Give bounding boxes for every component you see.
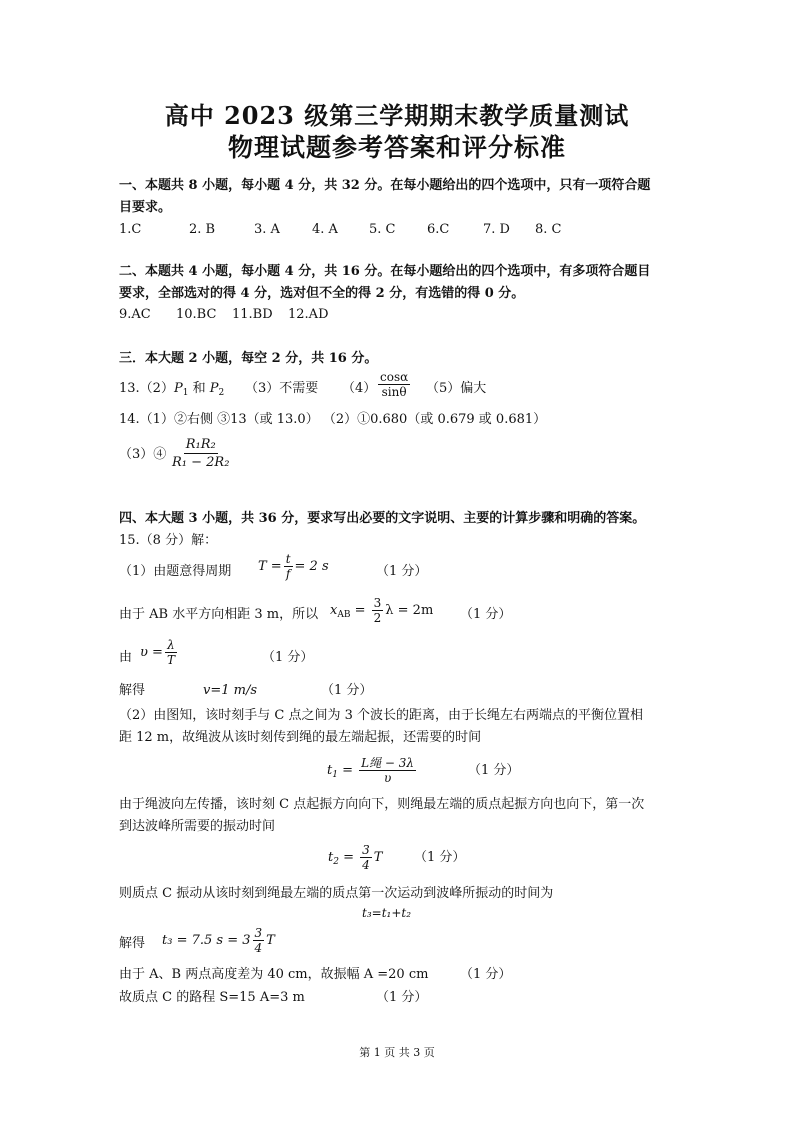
- q14-line2-prefix: （3）④: [119, 447, 167, 462]
- q13-part4-label: （4）: [342, 381, 377, 396]
- q15-l3-text: 由: [119, 650, 133, 665]
- page-number: 第 1 页 共 3 页: [359, 1046, 435, 1059]
- q15-l13-frac-num: 3: [254, 926, 263, 940]
- q15-l10-eq-rhs: T: [373, 850, 383, 865]
- q15-l6: 距 12 m，故绳波从该时刻传到绳的最左端起振，还需要的时间: [119, 730, 482, 745]
- q13-part5: （5）偏大: [426, 381, 487, 396]
- q13-p-symbol-1: P: [173, 381, 183, 396]
- q15-l1-equation: [258, 552, 329, 581]
- q15-l4-equation: v=1 m/s: [203, 683, 258, 698]
- q15-l3-frac-num: λ: [167, 638, 175, 652]
- s1-answer-4: 4. A: [312, 222, 338, 237]
- q15-l7-equation: $t_1$ = $\frac{\text{L绳 − 3λ}}{\upsilon}$: [327, 756, 415, 785]
- q15-l2-equation: $x_{AB}$ = $\frac{3}{2}$ λ = 2m: [330, 596, 434, 625]
- section4-heading: 四、本大题 3 小题，共 36 分，要求写出必要的文字说明、主要的计算步骤和明确的答案。: [119, 511, 646, 526]
- s2-answer-12: 12.AD: [288, 307, 329, 322]
- q15-l1-frac-den: f: [285, 567, 291, 581]
- s2-answer-11: 11.BD: [232, 307, 273, 322]
- q15-l2-eq-rhs: λ = 2m: [385, 603, 434, 618]
- q15-l10-eq-lhs: t: [328, 850, 334, 865]
- q15-l7-eq-lhs: t: [327, 763, 333, 778]
- s1-answer-7: 7. D: [483, 222, 510, 237]
- q15-l13-eq-rhs: T: [266, 933, 275, 948]
- q15-l14-score: （1 分）: [460, 967, 512, 982]
- q15-l15: 故质点 C 的路程 S=15 A=3 m: [119, 990, 305, 1005]
- q15-l7-frac-num: L绳 − 3λ: [361, 756, 415, 770]
- q15-l3-equation: [140, 638, 179, 667]
- section1-heading-line1: 一、本题共 8 小题，每小题 4 分，共 32 分。在每小题给出的四个选项中，只有一项符合题: [119, 178, 651, 193]
- q14-line1: 14.（1）②右侧 ③13（或 13.0） （2）①0.680（或 0.679 或 0.681）: [119, 412, 547, 427]
- s1-answer-3: 3. A: [254, 222, 280, 237]
- s2-answer-10: 10.BC: [176, 307, 217, 322]
- q13-frac-num: cosα: [380, 370, 409, 384]
- q13-p-sub-2: 2: [218, 388, 225, 398]
- q15-l1-frac-num: t: [285, 552, 291, 566]
- q15-l3-eq-lhs: υ =: [140, 645, 163, 660]
- q15-l13-frac-den: 4: [254, 941, 263, 955]
- q15-l10-equation: $t_2$ = $\frac{3}{4}$ T: [328, 843, 383, 872]
- q15-l9: 到达波峰所需要的振动时间: [119, 819, 276, 834]
- q15-l7-frac-den: υ: [383, 771, 392, 785]
- q15-l15-score: （1 分）: [376, 990, 428, 1005]
- document-subtitle: 物理试题参考答案和评分标准: [227, 133, 566, 162]
- s1-answer-8: 8. C: [535, 222, 562, 237]
- q15-l3-score: （1 分）: [262, 650, 314, 665]
- q15-l10-frac-num: 3: [362, 843, 370, 857]
- q15-l10-eq-sub: 2: [333, 857, 339, 867]
- q15-l13-eq: t₃ = 7.5 s = 3: [162, 933, 251, 948]
- q15-l10-frac-den: 4: [362, 858, 370, 872]
- q15-l2-eq-sub: AB: [337, 610, 351, 620]
- q15-l13-text: 解得: [119, 936, 146, 951]
- q15-l2-eq-lhs: x: [330, 603, 338, 618]
- q15-l4-text: 解得: [119, 683, 146, 698]
- q13-part3: （3）不需要: [245, 381, 319, 396]
- s1-answer-1: 1.C: [119, 222, 142, 237]
- section1-heading-line2: 目要求。: [119, 200, 172, 215]
- q15-l7-score: （1 分）: [468, 763, 520, 778]
- q15-l14: 由于 A、B 两点高度差为 40 cm，故振幅 A =20 cm: [119, 967, 429, 982]
- section2-heading-line1: 二、本题共 4 小题，每小题 4 分，共 16 分。在每小题给出的四个选项中，有多项符合题目: [119, 264, 651, 279]
- q14-fraction: [168, 436, 233, 471]
- q15-l2-text: 由于 AB 水平方向相距 3 m，所以: [119, 607, 319, 622]
- section3-heading: 三．本大题 2 小题，每空 2 分，共 16 分。: [119, 351, 378, 366]
- q15-l11: 则质点 C 振动从该时刻到绳最左端的质点第一次运动到波峰所振动的时间为: [119, 886, 554, 901]
- q15-l3-frac-den: T: [166, 653, 175, 667]
- q13-part2: 13.（2）: [119, 381, 174, 396]
- s1-answer-2: 2. B: [189, 222, 216, 237]
- s1-answer-6: 6.C: [427, 222, 450, 237]
- q15-title: 15.（8 分）解：: [119, 533, 218, 548]
- section2-heading-line2: 要求，全部选对的得 4 分，选对但不全的得 2 分，有选错的得 0 分。: [119, 286, 525, 301]
- q15-l7-eq-sub: 1: [332, 770, 338, 780]
- q15-l8: 由于绳波向左传播，该时刻 C 点起振方向向下，则绳最左端的质点起振方向也向下，第一次: [119, 797, 645, 812]
- q15-l2-score: （1 分）: [460, 607, 512, 622]
- document-title: 高中 2023 级第三学期期末教学质量测试: [164, 101, 630, 130]
- q15-l1-eq-lhs: T =: [258, 559, 282, 574]
- q13-and: 和: [188, 381, 210, 396]
- q15-l12: t₃=t₁+t₂: [362, 906, 412, 920]
- q15-l13-equation: [162, 926, 275, 955]
- q13-p-sub-1: 1: [182, 388, 189, 398]
- q14-frac-den: R₁ − 2R₂: [172, 455, 230, 470]
- q15-l1-eq-rhs: = 2 s: [294, 559, 329, 574]
- q13-part4-fraction: [376, 370, 412, 399]
- s1-answer-5: 5. C: [369, 222, 396, 237]
- q15-l2-frac-num: 3: [373, 596, 382, 610]
- q15-l2-frac-den: 2: [373, 611, 382, 625]
- q13-frac-den: sinθ: [381, 385, 407, 399]
- q15-l4-score: （1 分）: [321, 683, 373, 698]
- q14-frac-num: R₁R₂: [185, 437, 216, 452]
- q15-l1-score: （1 分）: [376, 564, 428, 579]
- s2-answer-9: 9.AC: [119, 307, 151, 322]
- q15-l10-score: （1 分）: [414, 850, 466, 865]
- q15-l1-text: （1）由题意得周期: [119, 564, 232, 579]
- q13-answer-line: [119, 379, 224, 403]
- q13-p-symbol-2: P: [209, 381, 219, 396]
- q15-l5: （2）由图知，该时刻手与 C 点之间为 3 个波长的距离，由于长绳左右两端点的平衡位置相: [119, 708, 644, 723]
